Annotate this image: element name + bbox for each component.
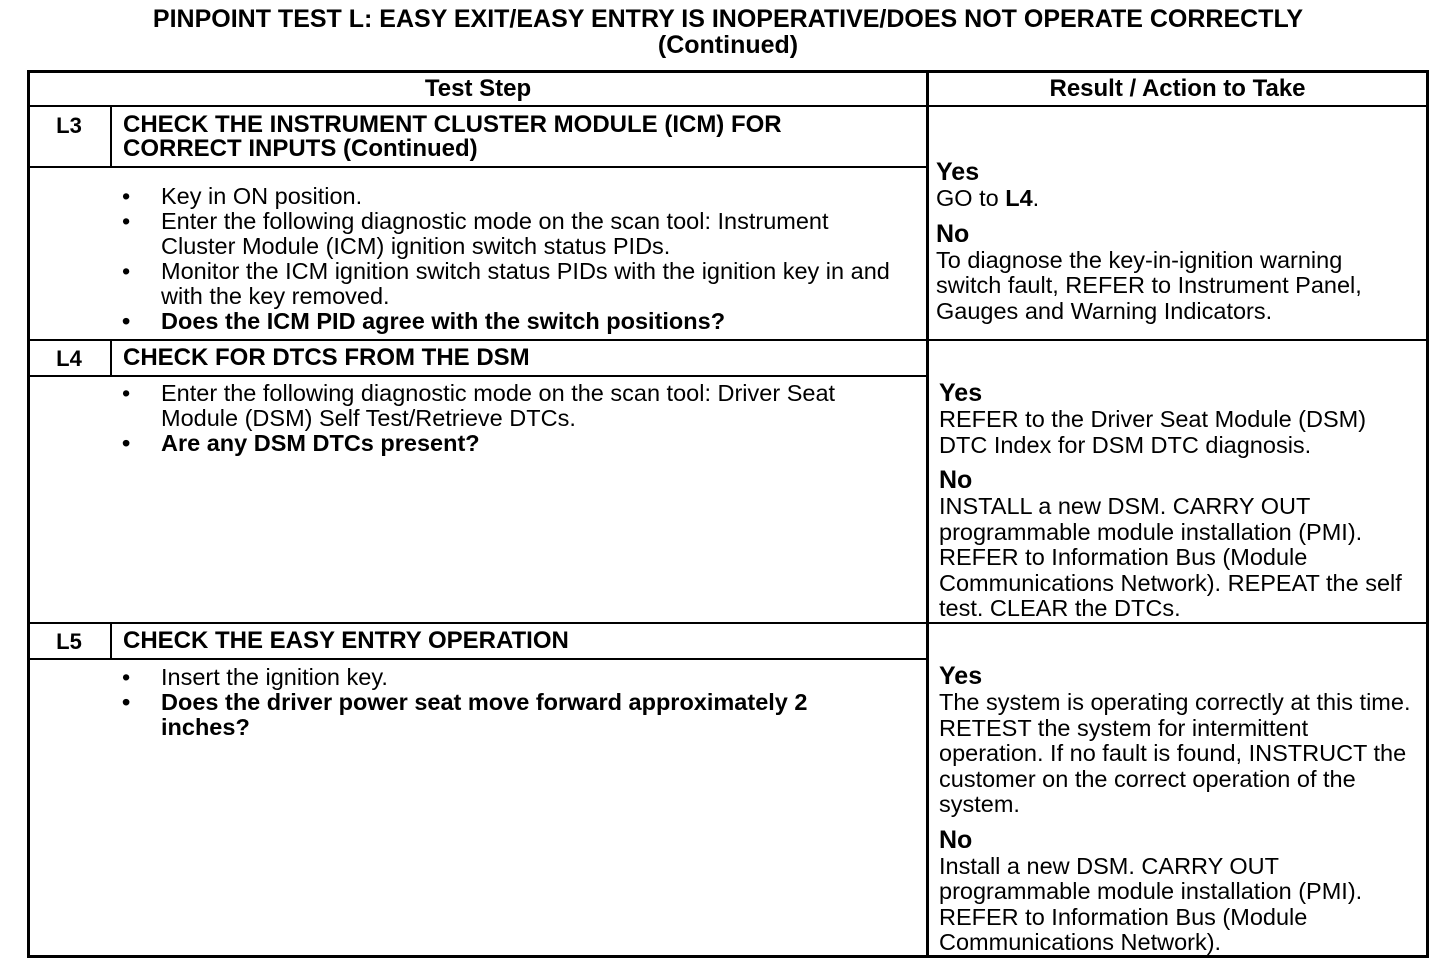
yes-label: Yes <box>936 158 980 186</box>
yes-action: The system is operating correctly at this time. RETEST the system for intermittent operation. If no fault is found, INSTRUCT the customer on the correct operation of the system. <box>939 689 1411 817</box>
table-left-border <box>27 70 30 958</box>
yes-action <box>936 186 1411 212</box>
step-bullet-list <box>118 381 878 456</box>
header-divider <box>27 105 1429 107</box>
l3-heading-divider <box>27 166 928 168</box>
yes-action-prefix: GO to <box>936 185 1006 211</box>
step-question: • Does the ICM PID agree with the switch positions? <box>118 309 908 334</box>
step-id: L5 <box>56 629 82 654</box>
step-result <box>936 158 1411 332</box>
step-id: L3 <box>56 113 82 138</box>
no-action: Install a new DSM. CARRY OUT programmable module installation (PMI). REFER to Information Bus (Module Communications Network). <box>939 852 1363 955</box>
title-line-2: (Continued) <box>657 31 799 59</box>
step-heading: CHECK THE EASY ENTRY OPERATION <box>123 627 569 654</box>
step-result <box>939 662 1414 964</box>
step-bullet-list <box>118 184 908 334</box>
table-right-border <box>1426 70 1429 958</box>
step-bullet: • Insert the ignition key. <box>118 665 878 690</box>
step-bullet: • Monitor the ICM ignition switch status PIDs with the ignition key in and with the key removed. <box>118 259 908 309</box>
header-result: Result / Action to Take <box>1049 75 1306 102</box>
header-test-step: Test Step <box>424 75 532 102</box>
step-bullet: • Enter the following diagnostic mode on the scan tool: Driver Seat Module (DSM) Self Test/Retrieve DTCs. <box>118 381 878 431</box>
step-heading: CHECK THE INSTRUMENT CLUSTER MODULE (ICM) FOR CORRECT INPUTS (Continued) <box>123 111 782 162</box>
yes-action-suffix: . <box>1032 185 1040 211</box>
l3-id-divider <box>110 107 112 167</box>
step-question: • Are any DSM DTCs present? <box>118 431 878 456</box>
no-label: No <box>939 825 973 854</box>
yes-label: Yes <box>939 379 983 407</box>
yes-action: REFER to the Driver Seat Module (DSM) DTC Index for DSM DTC diagnosis. <box>939 406 1367 458</box>
l4-heading-divider <box>27 375 928 377</box>
step-bullet-list <box>118 665 878 740</box>
step-id: L4 <box>56 346 82 371</box>
table-top-border <box>27 70 1429 73</box>
step-result <box>939 379 1414 630</box>
column-divider <box>926 70 929 958</box>
step-question: • Does the driver power seat move forward approximately 2 inches? <box>118 690 878 740</box>
step-bullet: • Enter the following diagnostic mode on the scan tool: Instrument Cluster Module (ICM) ignition switch status PIDs. <box>118 209 908 259</box>
l5-heading-divider <box>27 658 928 660</box>
no-label: No <box>939 466 973 494</box>
l4-id-divider <box>110 341 112 376</box>
step-heading: CHECK FOR DTCS FROM THE DSM <box>123 344 530 371</box>
yes-step-reference: L4 <box>1005 185 1033 211</box>
no-label: No <box>936 219 970 248</box>
row-divider-l4 <box>27 339 1429 341</box>
step-bullet: • Key in ON position. <box>118 184 908 209</box>
page-title <box>0 6 1456 58</box>
no-action: To diagnose the key-in-ignition warning switch fault, REFER to Instrument Panel, Gauges and Warning Indicators. <box>936 246 1362 324</box>
title-line-1: PINPOINT TEST L: EASY EXIT/EASY ENTRY IS INOPERATIVE/DOES NOT OPERATE CORRECTLY <box>152 5 1304 33</box>
no-action: INSTALL a new DSM. CARRY OUT programmable module installation (PMI). REFER to Information Bus (Module Communications Network). REPEAT the self test. CLEAR the DTCs. <box>939 493 1402 621</box>
yes-label: Yes <box>939 662 983 690</box>
l5-id-divider <box>110 624 112 659</box>
